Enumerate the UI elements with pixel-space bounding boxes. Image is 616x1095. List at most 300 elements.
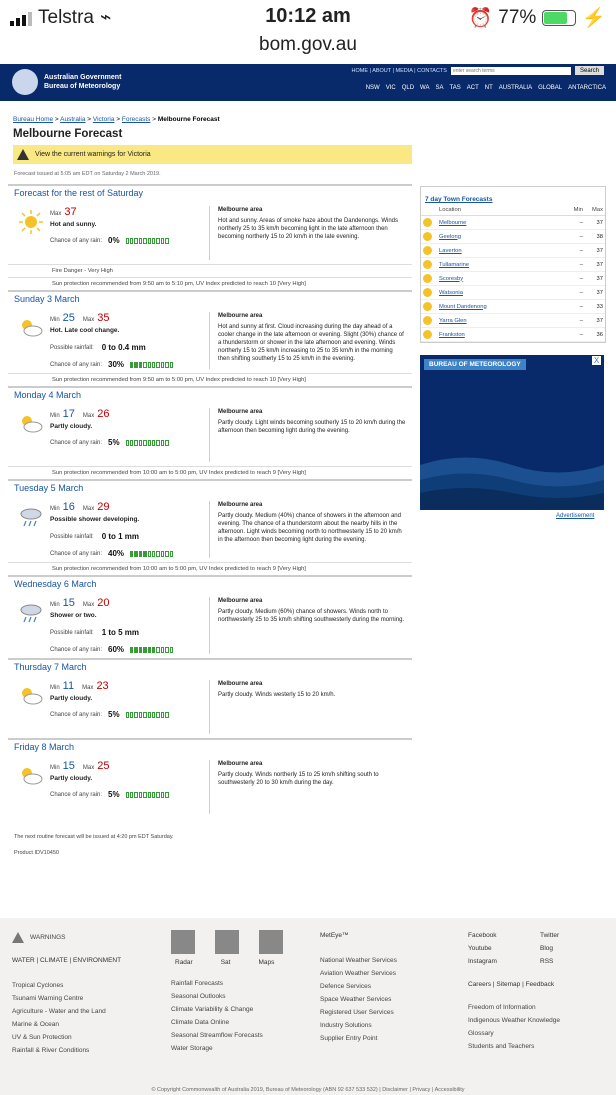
town-max: 37 (585, 216, 605, 230)
rain-bar-cell (165, 792, 168, 798)
detail-text: Hot and sunny at first. Cloud increasing during the day ahead of a cooler change in the late afternoon or evening. Slight (30%) chance of a thunderstorm or shower in the late afternoon and evening. Winds northerly 15 to 25 km/h increasing to 25 to 35 km/h in the morning then shifting southerly 15 to 25 km/h in the evening. (218, 324, 404, 362)
town-row[interactable] (421, 230, 605, 244)
temps (50, 312, 209, 324)
bom-logo[interactable] (12, 69, 121, 95)
footer-link[interactable]: Marine & Ocean (12, 1021, 59, 1028)
day-row (8, 674, 412, 738)
footer-link[interactable]: Supplier Entry Point (320, 1035, 378, 1042)
charging-icon: ⚡ (582, 8, 606, 29)
town-link[interactable]: Melbourne (439, 219, 467, 226)
town-max: 36 (585, 328, 605, 342)
day-detail (209, 597, 406, 654)
temps (50, 408, 209, 420)
temps (50, 680, 209, 692)
rain-bar-cell (161, 362, 164, 368)
rain-bar-cell (165, 647, 168, 653)
min-temp: 11 (62, 680, 75, 692)
rain-bar-cell (139, 551, 142, 557)
rain-bar-cell (152, 551, 155, 557)
ad-close-icon[interactable]: X (593, 356, 600, 365)
footer-link[interactable]: Rainfall Forecasts (171, 980, 224, 987)
rainfall (50, 532, 209, 541)
nav-qld[interactable]: QLD (401, 85, 415, 91)
warning-link[interactable]: View the current warnings for Victoria (35, 151, 151, 158)
footer-link[interactable]: Water Storage (171, 1045, 213, 1052)
rain-bar-cell (130, 440, 133, 446)
day-detail (209, 501, 406, 558)
col-min: Min (565, 205, 585, 216)
rain-bar-cell (152, 792, 155, 798)
sunny-icon (423, 302, 432, 311)
rain-bar-cell (134, 792, 137, 798)
min-temp: 16 (62, 501, 75, 513)
rain-bar-cell (143, 362, 146, 368)
footer-link[interactable]: Freedom of Information (468, 1004, 536, 1011)
warning-icon (17, 149, 29, 160)
town-max: 37 (585, 244, 605, 258)
forecast-day (8, 479, 412, 575)
town-forecasts-title[interactable]: 7 day Town Forecasts (425, 196, 493, 203)
rain-bar-cell (161, 792, 164, 798)
day-summary (14, 206, 209, 260)
sun-protection: Sun protection recommended from 10:00 am to 5:00 pm, UV Index predicted to reach 9 [Very High] (8, 562, 412, 575)
nav-vic[interactable]: VIC (385, 85, 396, 91)
rain-bar-cell (130, 362, 133, 368)
sunny-icon (423, 246, 432, 255)
rainfall-value: 1 to 5 mm (101, 628, 140, 637)
rain-bar-cell (143, 238, 146, 244)
town-icon-cell (421, 272, 437, 286)
town-name-cell (437, 286, 565, 300)
rain-bar-cell (134, 551, 137, 557)
fire-danger: Fire Danger - Very High (8, 264, 412, 277)
advertisement[interactable] (420, 355, 604, 510)
sun-protection: Sun protection recommended from 10:00 am to 5:00 pm, UV Index predicted to reach 9 [Very High] (8, 466, 412, 479)
rain-label: Chance of any rain: (50, 361, 103, 368)
rainfall (50, 628, 209, 637)
town-min: – (565, 230, 585, 244)
site-header (0, 64, 616, 101)
shower-icon (18, 504, 44, 530)
rain-bar-cell (148, 440, 151, 446)
town-icon-cell (421, 230, 437, 244)
sunny-icon (423, 316, 432, 325)
rain-bar-cell (165, 712, 168, 718)
town-icon-cell (421, 314, 437, 328)
footer-link[interactable]: Climate Variability & Change (171, 1006, 254, 1013)
rain-bar-cell (126, 238, 129, 244)
rain-bar-cell (130, 712, 133, 718)
town-link[interactable]: Tullamarine (439, 261, 470, 268)
rain-chance (50, 360, 209, 369)
footer-link[interactable]: Students and Teachers (468, 1043, 535, 1050)
day-row (8, 754, 412, 818)
rain-bar-cell (143, 551, 146, 557)
area-name: Melbourne area (218, 681, 263, 687)
day-heading: Sunday 3 March (14, 294, 80, 304)
nav-nt[interactable]: NT (484, 85, 493, 91)
rain-bar-cell (139, 362, 142, 368)
crumb-victoria[interactable]: Victoria (92, 116, 115, 123)
temps (50, 597, 209, 609)
summary: Possible shower developing. (50, 516, 140, 523)
town-min: – (565, 328, 585, 342)
breadcrumb: Bureau Home > Australia > Victoria > Forecasts > Melbourne Forecast (13, 116, 220, 123)
rain-label: Chance of any rain: (50, 550, 103, 557)
day-row (8, 591, 412, 658)
nav-nsw[interactable]: NSW (365, 85, 380, 91)
footer-link[interactable]: Glossary (468, 1030, 494, 1037)
footer-warnings[interactable]: WARNINGS (30, 934, 66, 941)
nav-sa[interactable]: SA (435, 85, 444, 91)
sunny-icon (18, 209, 44, 235)
forecast-day (8, 575, 412, 658)
footer-rss[interactable]: RSS (540, 958, 554, 965)
next-forecast: The next routine forecast will be issued at 4:20 pm EDT Saturday. (14, 834, 174, 840)
advertisement-link[interactable]: Advertisement (556, 513, 595, 519)
rain-bar-cell (165, 238, 168, 244)
town-max: 37 (585, 272, 605, 286)
day-summary (14, 501, 209, 558)
footer-link[interactable]: Aviation Weather Services (320, 970, 396, 977)
region-nav (366, 85, 606, 91)
day-heading: Tuesday 5 March (14, 483, 84, 493)
town-row[interactable] (421, 300, 605, 314)
gov-line2: Bureau of Meteorology (44, 83, 121, 90)
day-summary (14, 597, 209, 654)
town-row[interactable] (421, 244, 605, 258)
footer-link[interactable]: Indigenous Weather Knowledge (468, 1017, 561, 1024)
rain-bar-cell (170, 362, 173, 368)
rain-bar-cell (126, 712, 129, 718)
day-heading: Thursday 7 March (14, 662, 87, 672)
rain-value: 5% (108, 438, 120, 447)
crumb-australia[interactable]: Australia (60, 116, 86, 123)
address-bar[interactable]: bom.gov.au (0, 34, 616, 64)
rain-bar (130, 551, 173, 557)
alarm-icon: ⏰ (468, 8, 493, 29)
footer-careers[interactable]: Careers | Sitemap | Feedback (468, 981, 555, 988)
carrier: Telstra (38, 6, 94, 28)
rain-bar-cell (156, 440, 159, 446)
page-title: Melbourne Forecast (13, 128, 123, 140)
detail-text: Hot and sunny. Areas of smoke haze about the Dandenongs. Winds northerly 25 to 35 km/h becoming light in the late afternoon then becoming northerly 15 to 20 km/h in the late evening. (218, 218, 398, 240)
town-link[interactable]: Scoresby (439, 275, 464, 282)
rain-bar-cell (161, 551, 164, 557)
area-name: Melbourne area (218, 502, 263, 508)
radar-thumb-icon[interactable] (171, 930, 195, 954)
town-max: 37 (585, 258, 605, 272)
temps (50, 501, 209, 513)
rain-value: 0% (108, 236, 120, 245)
town-icon-cell (421, 286, 437, 300)
town-icon-cell (421, 300, 437, 314)
forecast-day (8, 386, 412, 479)
rain-bar-cell (148, 792, 151, 798)
summary: Hot. Late cool change. (50, 327, 120, 334)
ad-waves (420, 355, 604, 510)
rain-bar-cell (139, 238, 142, 244)
footer-maps[interactable]: Maps (258, 959, 275, 966)
town-icon-cell (421, 216, 437, 230)
town-row[interactable] (421, 258, 605, 272)
town-link[interactable]: Yarra Glen (439, 317, 467, 324)
town-max: 37 (585, 286, 605, 300)
town-icon-cell (421, 328, 437, 342)
sunny-icon (423, 260, 432, 269)
detail-text: Partly cloudy. Medium (40%) chance of showers in the afternoon and evening. The chance of a thunderstorm about the nearby hills in the afternoon. Light winds becoming north to northwesterly 15 to 20 km/h in the afternoon then becoming light during the evening. (218, 513, 402, 543)
forecast-day (8, 290, 412, 386)
max-label: Max (50, 211, 62, 217)
town-max: 37 (585, 314, 605, 328)
rainfall-label: Possible rainfall: (50, 533, 94, 540)
rain-value: 60% (108, 645, 125, 654)
rain-chance (50, 236, 209, 245)
footer-facebook[interactable]: Facebook (468, 932, 497, 939)
status-bar (0, 0, 616, 34)
forecast-day (8, 658, 412, 738)
min-temp: 15 (62, 760, 75, 772)
footer-sat[interactable]: Sat (220, 959, 231, 966)
footer-link[interactable]: Climate Data Online (171, 1019, 230, 1026)
rain-bar (126, 712, 169, 718)
nav-australia[interactable]: AUSTRALIA (498, 85, 533, 91)
forecast-day (8, 738, 412, 818)
summary: Partly cloudy. (50, 775, 93, 782)
max-temp: 35 (97, 312, 110, 324)
town-link[interactable]: Geelong (439, 233, 461, 240)
rain-bar (126, 440, 169, 446)
rain-bar-cell (126, 440, 129, 446)
rain-chance (50, 645, 209, 654)
gov-line1: Australian Government (44, 74, 122, 81)
battery-icon (542, 10, 576, 26)
day-summary (14, 312, 209, 369)
rain-bar-cell (152, 440, 155, 446)
shower-icon (18, 600, 44, 626)
top-links[interactable]: HOME | ABOUT | MEDIA | CONTACTS (351, 67, 447, 74)
crest-icon (12, 69, 38, 95)
max-temp: 26 (97, 408, 110, 420)
footer-link[interactable]: Registered User Services (320, 1009, 394, 1016)
footer-blog[interactable]: Blog (540, 945, 554, 952)
footer-link[interactable]: Rainfall & River Conditions (12, 1047, 90, 1054)
nav-global[interactable]: GLOBAL (538, 85, 563, 91)
day-detail (209, 760, 406, 814)
town-min: – (565, 286, 585, 300)
nav-wa[interactable]: WA (420, 85, 430, 91)
town-row[interactable] (421, 216, 605, 230)
footer-radar[interactable]: Radar (175, 959, 193, 966)
town-min: – (565, 216, 585, 230)
footer-link[interactable]: Space Weather Services (320, 996, 392, 1003)
nav-tas[interactable]: TAS (449, 85, 461, 91)
rain-label: Chance of any rain: (50, 439, 103, 446)
footer-link[interactable]: Seasonal Outlooks (171, 993, 226, 1000)
product-id: Product IDV10450 (14, 850, 59, 856)
sunny-icon (423, 330, 432, 339)
town-min: – (565, 314, 585, 328)
search-input[interactable] (451, 67, 571, 75)
rain-bar-cell (152, 238, 155, 244)
rain-bar-cell (161, 647, 164, 653)
rainfall-label: Possible rainfall: (50, 629, 94, 636)
rain-bar-cell (152, 362, 155, 368)
rain-value: 5% (108, 790, 120, 799)
town-min: – (565, 244, 585, 258)
rain-bar-cell (143, 792, 146, 798)
max-label: Max (82, 317, 95, 323)
temps (50, 206, 209, 218)
day-heading: Friday 8 March (14, 742, 75, 752)
max-label: Max (82, 602, 95, 608)
rain-bar-cell (148, 362, 151, 368)
rain-chance (50, 790, 209, 799)
rain-bar-cell (143, 647, 146, 653)
col-max: Max (585, 205, 605, 216)
sunny-icon (423, 288, 432, 297)
footer-link[interactable]: Tsunami Warning Centre (12, 995, 84, 1002)
footer-link[interactable]: Seasonal Streamflow Forecasts (171, 1032, 263, 1039)
footer-youtube[interactable]: Youtube (468, 945, 492, 952)
footer-meteye[interactable]: MetEye™ (320, 932, 349, 939)
max-label: Max (82, 765, 95, 771)
footer-link[interactable]: Industry Solutions (320, 1022, 372, 1029)
footer-link[interactable]: National Weather Services (320, 957, 397, 964)
town-name-cell (437, 230, 565, 244)
rain-bar-cell (134, 712, 137, 718)
day-summary (14, 680, 209, 734)
rain-bar-cell (148, 238, 151, 244)
rain-label: Chance of any rain: (50, 646, 103, 653)
rain-chance (50, 438, 209, 447)
rain-bar (126, 238, 169, 244)
temps (50, 760, 209, 772)
town-link[interactable]: Frankston (439, 331, 465, 338)
summary: Shower or two. (50, 612, 97, 619)
rain-bar-cell (130, 238, 133, 244)
wifi-icon: ⌁ (99, 7, 112, 28)
footer-link[interactable]: Agriculture - Water and the Land (12, 1008, 106, 1015)
partly-cloudy-icon (18, 763, 44, 789)
rain-bar-cell (152, 712, 155, 718)
footer-link[interactable]: UV & Sun Protection (12, 1034, 72, 1041)
rain-bar-cell (152, 647, 155, 653)
town-link[interactable]: Mount Dandenong (439, 303, 487, 310)
town-link[interactable]: Laverton (439, 247, 462, 254)
footer-wce[interactable]: WATER | CLIMATE | ENVIRONMENT (12, 957, 122, 964)
summary: Partly cloudy. (50, 423, 93, 430)
day-heading: Wednesday 6 March (14, 579, 97, 589)
partly-cloudy-icon (18, 411, 44, 437)
min-label: Min (50, 602, 60, 608)
town-min: – (565, 300, 585, 314)
rain-label: Chance of any rain: (50, 791, 103, 798)
rain-bar-cell (156, 238, 159, 244)
nav-antarctica[interactable]: ANTARCTICA (568, 85, 606, 91)
rain-bar-cell (165, 362, 168, 368)
detail-text: Partly cloudy. Medium (60%) chance of showers. Winds north to northwesterly 25 to 35 km/h shifting southwesterly during the morning. (218, 609, 405, 623)
day-heading: Monday 4 March (14, 390, 82, 400)
issued-time: Forecast issued at 5:05 am EDT on Saturday 2 March 2019. (14, 171, 161, 177)
rain-chance (50, 549, 209, 558)
footer-twitter[interactable]: Twitter (540, 932, 560, 939)
sat-thumb-icon[interactable] (215, 930, 239, 954)
day-row (8, 200, 412, 264)
max-temp: 37 (64, 206, 77, 218)
min-temp: 25 (62, 312, 75, 324)
rain-bar-cell (156, 792, 159, 798)
min-label: Min (50, 506, 60, 512)
area-name: Melbourne area (218, 598, 263, 604)
rain-bar (126, 792, 169, 798)
day-detail (209, 408, 406, 462)
town-icon-cell (421, 258, 437, 272)
maps-thumb-icon[interactable] (259, 930, 283, 954)
rainfall (50, 343, 209, 352)
col-location: Location (437, 205, 565, 216)
nav-act[interactable]: ACT (466, 85, 479, 91)
town-link[interactable]: Watsonia (439, 289, 463, 296)
max-label: Max (82, 413, 95, 419)
rain-bar-cell (148, 647, 151, 653)
town-min: – (565, 258, 585, 272)
rain-bar-cell (139, 647, 142, 653)
sunny-icon (423, 274, 432, 283)
min-temp: 17 (62, 408, 75, 420)
rain-bar-cell (139, 792, 142, 798)
rain-bar-cell (139, 712, 142, 718)
town-row[interactable] (421, 328, 605, 342)
day-row (8, 495, 412, 562)
sun-protection: Sun protection recommended from 9:50 am to 5:00 pm, UV Index predicted to reach 10 [Very High] (8, 373, 412, 386)
day-summary (14, 408, 209, 462)
min-label: Min (50, 685, 60, 691)
town-name-cell (437, 272, 565, 286)
town-name-cell (437, 258, 565, 272)
town-row[interactable] (421, 272, 605, 286)
town-row[interactable] (421, 314, 605, 328)
crumb-forecasts[interactable]: Forecasts (121, 116, 151, 123)
max-label: Max (82, 506, 95, 512)
town-name-cell (437, 244, 565, 258)
footer-instagram[interactable]: Instagram (468, 958, 497, 965)
town-name-cell (437, 314, 565, 328)
day-row (8, 306, 412, 373)
cloud-change-icon (18, 315, 44, 341)
warning-banner[interactable] (13, 145, 412, 164)
rain-bar-cell (156, 712, 159, 718)
crumb-home[interactable]: Bureau Home (13, 116, 54, 123)
rain-value: 40% (108, 549, 125, 558)
rain-bar-cell (130, 792, 133, 798)
ad-label: BUREAU OF METEOROLOGY (424, 359, 526, 370)
search-button[interactable]: Search (575, 66, 604, 75)
rain-bar-cell (148, 551, 151, 557)
day-detail (209, 312, 406, 369)
warnings-icon (12, 932, 24, 943)
area-name: Melbourne area (218, 761, 263, 767)
min-label: Min (50, 765, 60, 771)
footer-link[interactable]: Defence Services (320, 983, 371, 990)
sun-protection: Sun protection recommended from 9:50 am to 5:10 pm, UV Index predicted to reach 10 [Very High] (8, 277, 412, 290)
sunny-icon (423, 218, 432, 227)
town-row[interactable] (421, 286, 605, 300)
rain-bar-cell (139, 440, 142, 446)
footer-link[interactable]: Tropical Cyclones (12, 982, 64, 989)
rain-bar-cell (161, 712, 164, 718)
rain-chance (50, 710, 209, 719)
